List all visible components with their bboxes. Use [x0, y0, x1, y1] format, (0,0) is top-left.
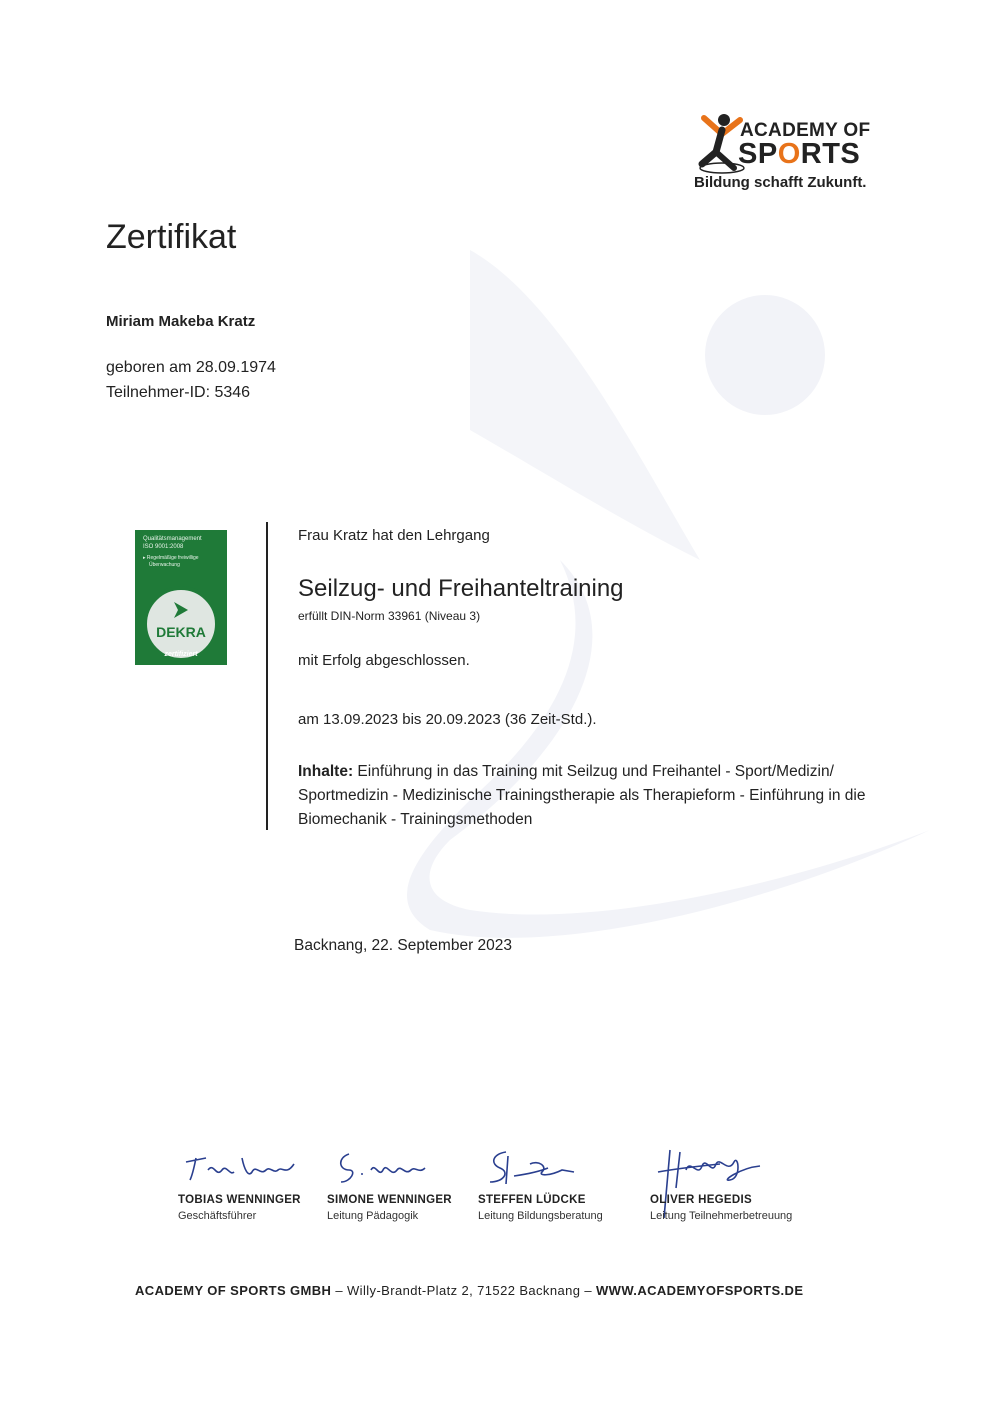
certificate-title: Zertifikat — [106, 218, 237, 256]
seal-label: zertifiziert — [164, 651, 198, 658]
footer-company: ACADEMY OF SPORTS GMBH — [135, 1283, 332, 1298]
signer-name: OLIVER HEGEDIS — [650, 1194, 752, 1206]
logo-line1: ACADEMY OF — [740, 120, 871, 141]
signature-block-3 — [478, 1148, 653, 1238]
place-date: Backnang, 22. September 2023 — [294, 937, 513, 954]
seal-line4: Überwachung — [149, 562, 180, 568]
signature-block-2 — [327, 1148, 502, 1238]
signer-role: Leitung Pädagogik — [327, 1210, 419, 1222]
course-dates: am 13.09.2023 bis 20.09.2023 (36 Zeit-Std.). — [298, 711, 597, 728]
academy-logo — [690, 108, 890, 198]
course-name: Seilzug- und Freihanteltraining — [298, 575, 624, 602]
signature-block-4 — [650, 1148, 825, 1238]
footer-website[interactable]: WWW.ACADEMYOFSPORTS.DE — [596, 1283, 804, 1298]
footer-address: – Willy-Brandt-Platz 2, 71522 Backnang – — [331, 1283, 597, 1298]
footer — [135, 1283, 803, 1298]
signer-role: Geschäftsführer — [178, 1210, 257, 1222]
handwritten-signature-2 — [327, 1148, 457, 1188]
participant-id: Teilnehmer-ID: 5346 — [106, 384, 251, 401]
handwritten-signature-1 — [178, 1148, 308, 1188]
seal-line1: Qualitätsmanagement — [143, 536, 202, 542]
seal-brand: DEKRA — [156, 624, 206, 640]
signer-role: Leitung Teilnehmerbetreuung — [650, 1210, 793, 1222]
course-intro: Frau Kratz hat den Lehrgang — [298, 527, 490, 544]
handwritten-signature-3 — [478, 1148, 608, 1188]
seal-line3: ▸ Regelmäßige freiwillige — [143, 555, 199, 561]
recipient-name: Miriam Makeba Kratz — [106, 313, 256, 330]
course-success: mit Erfolg abgeschlossen. — [298, 652, 470, 669]
signer-name: TOBIAS WENNINGER — [178, 1194, 301, 1206]
signer-role: Leitung Bildungsberatung — [478, 1210, 603, 1222]
logo-line2: SPORTS — [738, 138, 861, 170]
course-contents — [298, 760, 928, 832]
signer-name: SIMONE WENNINGER — [327, 1194, 452, 1206]
vertical-divider — [266, 522, 268, 830]
signer-name: STEFFEN LÜDCKE — [478, 1194, 586, 1206]
birth-date: geboren am 28.09.1974 — [106, 359, 276, 376]
course-norm: erfüllt DIN-Norm 33961 (Niveau 3) — [298, 609, 481, 623]
contents-text: Einführung in das Training mit Seilzug und Freihantel - Sport/Medizin/ Sportmedizin - Medizinische Trainingstherapie als Therapieform - Einführung in die Biomechanik - Trainingsmethoden — [298, 763, 866, 828]
seal-line2: ISO 9001:2008 — [143, 544, 184, 550]
dekra-arrow-icon — [171, 600, 191, 620]
dekra-seal — [135, 530, 227, 665]
contents-label: Inhalte: — [298, 763, 354, 780]
logo-tagline: Bildung schafft Zukunft. — [694, 174, 867, 191]
